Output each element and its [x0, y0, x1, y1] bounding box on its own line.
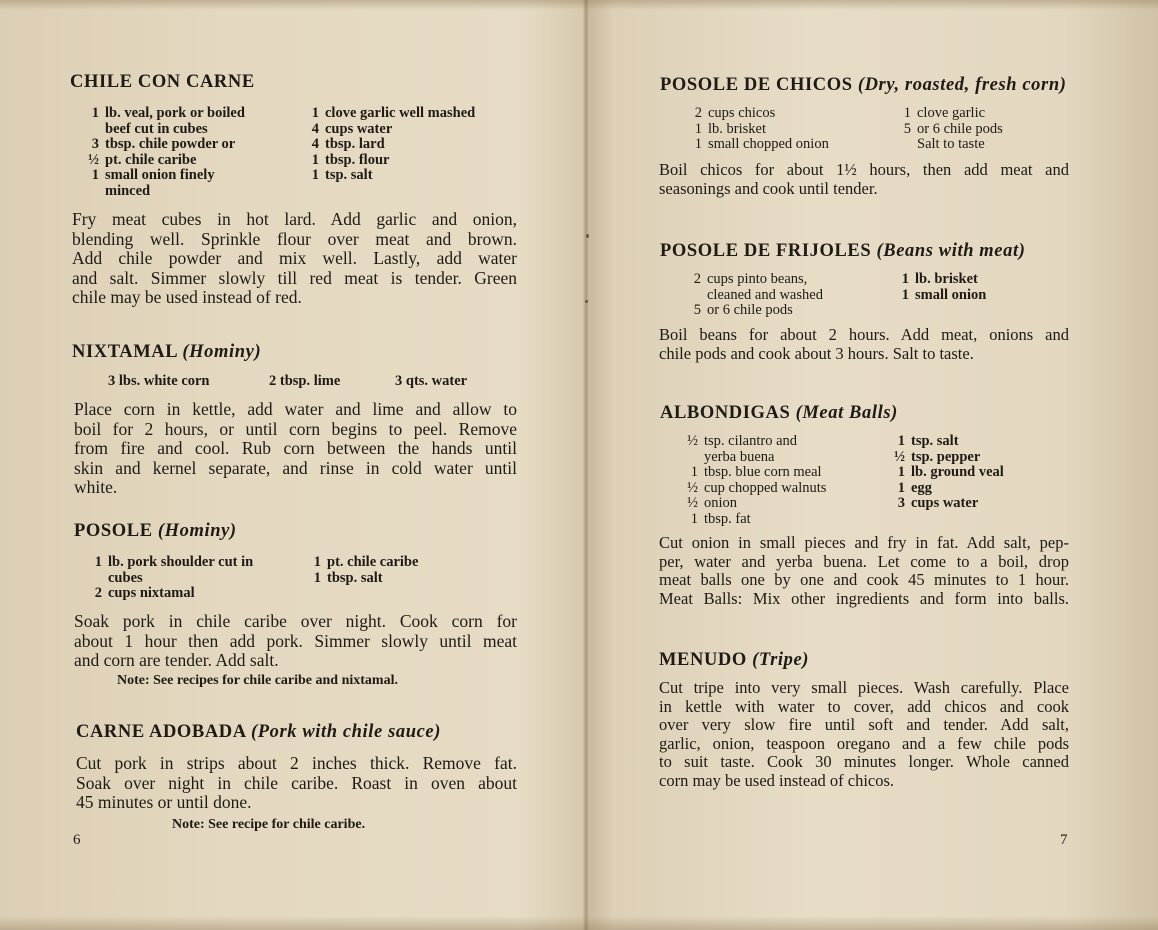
directions-posole-de-frijoles — [659, 326, 1069, 363]
ingredient-item: 2 tbsp. lime — [269, 373, 341, 389]
recipe-subtitle: (Beans with meat) — [876, 241, 1026, 261]
direction-line: about 1 hour then add pork. Simmer slowly until meat — [74, 630, 517, 651]
ingredient-row: 1 tsp. salt — [897, 433, 959, 449]
page-number-right: 7 — [1060, 832, 1068, 848]
recipe-title-posole-de-frijoles: POSOLE DE FRIJOLES (Beans with meat) — [660, 241, 1026, 261]
right-page — [589, 0, 1158, 930]
recipe-title-posole: POSOLE (Hominy) — [74, 521, 237, 541]
direction-line: boil for 2 hours, or until corn begins to peel. Remove — [74, 418, 517, 439]
direction-line: corn may be used instead of chicos. — [659, 770, 895, 790]
recipe-subtitle: (Hominy) — [157, 521, 237, 541]
note-carne-adobada: Note: See recipe for chile caribe. — [172, 817, 366, 832]
ingredient-row: ½ cup chopped walnuts — [687, 479, 827, 496]
recipe-subtitle: (Tripe) — [752, 650, 810, 670]
ingredient-row: beef cut in cubes — [105, 120, 208, 137]
ingredient-row: ½ onion — [687, 495, 738, 511]
ingredient-row: 1 lb. pork shoulder cut in — [94, 554, 254, 570]
direction-line: Soak pork in chile caribe over night. Cook corn for — [74, 611, 517, 631]
direction-line: Add chile powder and mix well. Lastly, add water — [72, 248, 517, 268]
ingredient-row: 1 lb. ground veal — [897, 464, 1004, 480]
ingredient-list-chile-con-carne-col1 — [82, 106, 245, 199]
directions-menudo — [659, 679, 1069, 791]
direction-line: seasonings and cook until tender. — [659, 178, 878, 198]
ingredient-row: 1 small onion — [901, 286, 987, 303]
ingredient-row: ½ tsp. pepper — [894, 448, 981, 465]
ingredient-row: cleaned and washed — [707, 286, 823, 303]
directions-chile-con-carne — [72, 210, 517, 308]
direction-line: Fry meat cubes in hot lard. Add garlic and onion, — [72, 209, 517, 229]
directions-posole-de-chicos — [659, 161, 1069, 198]
direction-line: in kettle with water to cover, add chicos and cook — [659, 696, 1069, 716]
recipe-title-posole-de-chicos: POSOLE DE CHICOS (Dry, roasted, fresh corn) — [660, 75, 1067, 95]
ingredient-list-posole-de-chicos-col2 — [902, 106, 1003, 153]
ingredient-list-posole-de-chicos-col1 — [693, 106, 829, 153]
ingredient-list-nixtamal-3 — [395, 374, 467, 390]
direction-line: blending well. Sprinkle flour over meat and brown. — [72, 228, 517, 249]
direction-line: to suit taste. Cook 30 minutes longer. Whole canned — [659, 752, 1069, 772]
direction-line: Cut tripe into very small pieces. Wash carefully. Place — [659, 678, 1069, 697]
ingredient-item: 3 lbs. white corn — [108, 373, 210, 389]
ingredient-list-nixtamal-2 — [269, 374, 340, 390]
ingredient-item: 3 qts. water — [395, 373, 468, 389]
ingredient-row: 1 egg — [897, 479, 932, 496]
paper-speck — [585, 300, 588, 303]
direction-line: chile pods and cook about 3 hours. Salt to taste. — [659, 343, 974, 363]
ingredient-row: 5 or 6 chile pods — [903, 120, 1003, 137]
direction-line: skin and kernel separate, and rinse in cold water until — [74, 457, 517, 478]
page-number-left: 6 — [73, 832, 81, 848]
ingredient-row: 1 tbsp. flour — [311, 151, 390, 168]
ingredient-row: 1 tsp. salt — [311, 167, 373, 183]
ingredient-row: 1 lb. brisket — [901, 271, 978, 287]
ingredient-row: 1 tbsp. salt — [313, 569, 383, 586]
direction-line: white. — [74, 477, 118, 497]
direction-line: Cut pork in strips about 2 inches thick. Remove fat. — [76, 753, 517, 773]
direction-line: Place corn in kettle, add water and lime and allow to — [74, 399, 517, 419]
ingredient-row: ½ pt. chile caribe — [88, 151, 197, 168]
direction-line: over very slow fire until soft and tender. Add salt, — [659, 715, 1069, 735]
recipe-title-chile-con-carne: CHILE CON CARNE — [70, 72, 255, 92]
ingredient-row: 1 small chopped onion — [694, 136, 829, 152]
recipe-title-menudo: MENUDO (Tripe) — [659, 650, 810, 670]
direction-line: from fire and cool. Rub corn between the hands until — [74, 438, 517, 458]
recipe-subtitle: (Meat Balls) — [795, 403, 898, 423]
ingredient-row: cubes — [108, 569, 143, 586]
directions-posole — [74, 612, 517, 671]
ingredient-row: 3 tbsp. chile powder or — [91, 136, 236, 152]
directions-carne-adobada — [76, 754, 517, 813]
direction-line: garlic, onion, teaspoon oregano and a few chile pods — [659, 733, 1069, 753]
directions-nixtamal — [74, 400, 517, 498]
direction-line: Boil chicos for about 1½ hours, then add meat and — [659, 160, 1069, 179]
ingredient-row: ½ tsp. cilantro and — [687, 433, 798, 449]
ingredient-row: 2 cups nixtamal — [94, 585, 195, 601]
ingredient-list-posole-col1 — [86, 555, 253, 602]
ingredient-row: 1 pt. chile caribe — [313, 554, 419, 570]
direction-line: Meat Balls: Mix other ingredients and form into balls. — [659, 588, 1069, 608]
ingredient-row: 1 tbsp. fat — [690, 510, 751, 527]
ingredient-row: 1 clove garlic — [903, 105, 986, 121]
recipe-title-nixtamal: NIXTAMAL (Hominy) — [72, 342, 262, 362]
recipe-subtitle: (Dry, roasted, fresh corn) — [857, 75, 1067, 95]
ingredient-row: 1 lb. veal, pork or boiled — [91, 105, 245, 121]
direction-line: per, water and yerba buena. Let come to a boil, drop — [659, 551, 1069, 571]
recipe-title-carne-adobada: CARNE ADOBADA (Pork with chile sauce) — [76, 722, 441, 742]
ingredient-list-nixtamal — [108, 374, 210, 390]
ingredient-list-posole-de-frijoles-col1 — [692, 272, 823, 319]
direction-line: chile may be used instead of red. — [72, 287, 302, 307]
recipe-title-albondigas: ALBONDIGAS (Meat Balls) — [660, 403, 898, 423]
direction-line: Cut onion in small pieces and fry in fat. Add salt, pep- — [659, 533, 1069, 552]
ingredient-row: 1 tbsp. blue corn meal — [690, 464, 822, 480]
ingredient-list-posole-col2 — [310, 555, 418, 586]
direction-line: and corn are tender. Add salt. — [74, 650, 279, 670]
ingredient-list-chile-con-carne-col2 — [308, 106, 475, 184]
direction-line: and salt. Simmer slowly till red meat is tender. Green — [72, 267, 517, 288]
direction-line: Boil beans for about 2 hours. Add meat, onions and — [659, 325, 1069, 344]
ingredient-row: yerba buena — [704, 448, 775, 465]
ingredient-row: Salt to taste — [917, 136, 985, 152]
direction-line: Soak over night in chile caribe. Roast in oven about — [76, 772, 517, 793]
ingredient-row: 5 or 6 chile pods — [693, 302, 793, 318]
ingredient-row: 2 cups pinto beans, — [693, 271, 808, 287]
directions-albondigas — [659, 534, 1069, 608]
ingredient-row: 1 lb. brisket — [694, 120, 766, 137]
direction-line: meat balls one by one and cook 45 minutes to 1 hour. — [659, 570, 1069, 590]
note-posole: Note: See recipes for chile caribe and nixtamal. — [117, 673, 398, 688]
recipe-subtitle: (Hominy) — [182, 342, 262, 362]
ingredient-row: 1 small onion finely — [91, 167, 215, 183]
ingredient-list-albondigas-col2 — [894, 434, 1004, 512]
ingredient-row: 1 clove garlic well mashed — [311, 105, 476, 121]
direction-line: 45 minutes or until done. — [76, 792, 252, 812]
ingredient-row: 2 cups chicos — [694, 105, 776, 121]
recipe-subtitle: (Pork with chile sauce) — [250, 722, 441, 742]
ingredient-row: 3 cups water — [897, 495, 979, 511]
ingredient-row: 4 tbsp. lard — [311, 136, 385, 152]
ingredient-list-albondigas-col1 — [680, 434, 826, 527]
ingredient-row: minced — [105, 182, 151, 199]
paper-speck — [586, 234, 589, 238]
ingredient-row: 4 cups water — [311, 120, 393, 137]
ingredient-list-posole-de-frijoles-col2 — [900, 272, 986, 303]
